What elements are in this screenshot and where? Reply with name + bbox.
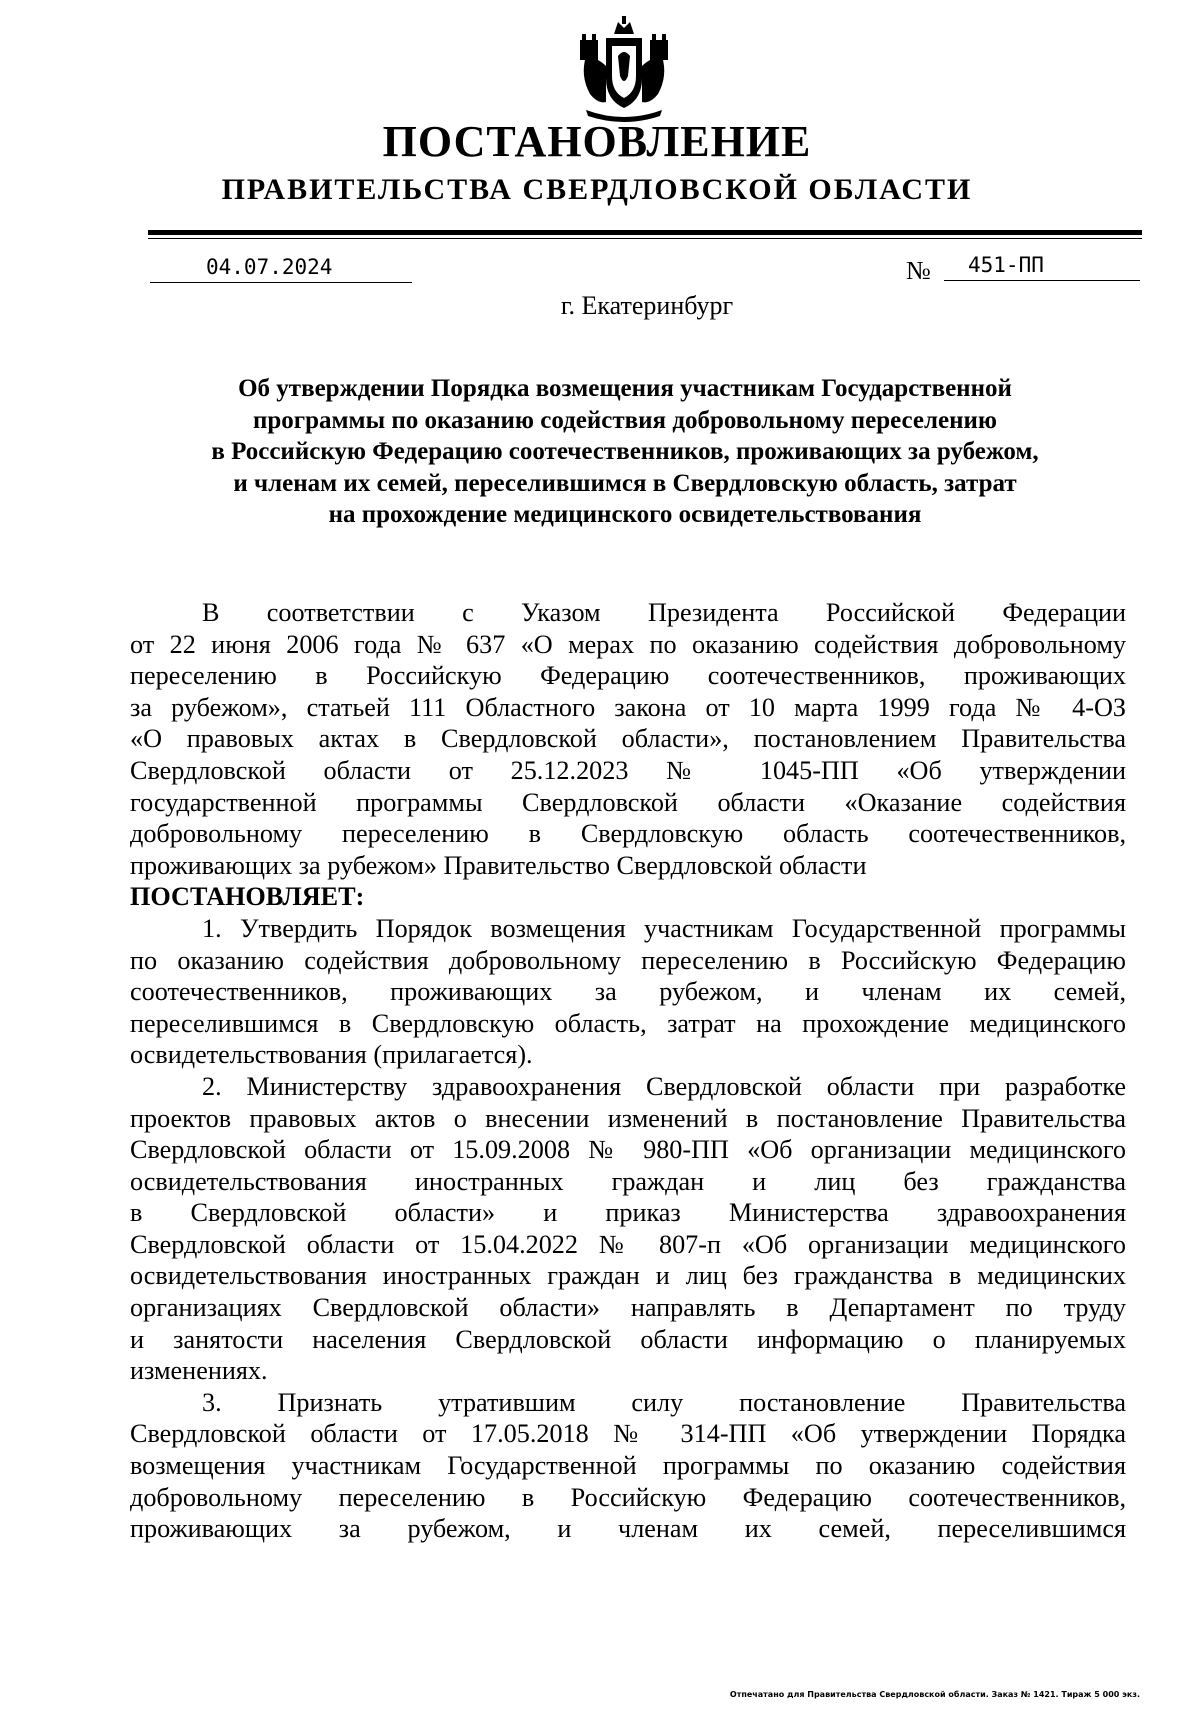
preamble-line: переселению в Российскую Федерацию соотечественников, проживающих: [130, 661, 1126, 691]
item-2-line: Свердловской области от 15.04.2022 № 807-п «Об организации медицинского: [130, 1229, 1126, 1259]
document-subtitle: ПРАВИТЕЛЬСТВА СВЕРДЛОВСКОЙ ОБЛАСТИ: [221, 173, 973, 206]
item-2-line: в Свердловской области» и приказ Министерства здравоохранения: [130, 1198, 1126, 1228]
item-3-line: добровольному переселению в Российскую Федерацию соотечественников,: [130, 1482, 1126, 1512]
header-rule-thin: [148, 238, 1142, 239]
heading-line: программы по оказанию содействия добровольному переселению: [252, 406, 998, 434]
item-1-line: переселившимся в Свердловскую область, затрат на прохождение медицинского: [130, 1008, 1126, 1038]
item-3-line: 3. Признать утратившим силу постановление Правительства: [202, 1387, 1126, 1417]
heading-line: на прохождение медицинского освидетельствования: [328, 501, 922, 529]
item-2-line: освидетельствования иностранных граждан и лиц без гражданства: [130, 1166, 1126, 1196]
document-number: 451-ПП: [944, 250, 1140, 281]
item-2-line: организациях Свердловской области» направлять в Департамент по труду: [130, 1293, 1126, 1323]
coat-of-arms-icon: [576, 16, 672, 124]
preamble-line: В соответствии с Указом Президента Российской Федерации: [202, 598, 1126, 627]
item-2-line: проектов правовых актов о внесении изменений в постановление Правительства: [130, 1103, 1126, 1133]
item-2-line: освидетельствования иностранных граждан и лиц без гражданства в медицинских: [130, 1261, 1126, 1291]
item-1-line: соотечественников, проживающих за рубежом, и членам их семей,: [130, 977, 1126, 1007]
document-body: [130, 597, 1126, 1545]
item-2-line: 2. Министерству здравоохранения Свердловской области при разработке: [202, 1071, 1126, 1101]
header-rule-thick: [148, 230, 1142, 235]
preamble-line: «О правовых актах в Свердловской области», постановлением Правительства: [130, 724, 1126, 754]
resolves-label: ПОСТАНОВЛЯЕТ:: [130, 882, 365, 912]
preamble-line: Свердловской области от 25.12.2023 № 1045-ПП «Об утверждении: [130, 755, 1126, 785]
resolution-heading: [140, 373, 1110, 531]
print-footer: Отпечатано для Правительства Свердловской области. Заказ № 1421. Тираж 5 000 экз.: [729, 1690, 1140, 1699]
item-3-line: Свердловской области от 17.05.2018 № 314-ПП «Об утверждении Порядка: [130, 1419, 1126, 1449]
heading-line: в Российскую Федерацию соотечественников, проживающих за рубежом,: [211, 438, 1039, 466]
item-1-line: по оказанию содействия добровольному переселению в Российскую Федерацию: [130, 945, 1126, 975]
city: г. Екатеринбург: [560, 291, 734, 320]
item-2-line: изменениях.: [130, 1356, 268, 1386]
item-2-line: и занятости населения Свердловской области информацию о планируемых: [130, 1324, 1126, 1354]
preamble-line: добровольному переселению в Свердловскую область соотечественников,: [130, 819, 1126, 849]
preamble-line: за рубежом», статьей 111 Областного закона от 10 марта 1999 года № 4-ОЗ: [130, 692, 1126, 722]
item-1-line: освидетельствования (прилагается).: [130, 1040, 533, 1070]
item-2-line: Свердловской области от 15.09.2008 № 980-ПП «Об организации медицинского: [130, 1135, 1126, 1165]
number-sign: №: [906, 256, 931, 285]
heading-line: и членам их семей, переселившимся в Свердловскую область, затрат: [233, 469, 1017, 497]
item-3-line: возмещения участникам Государственной программы по оказанию содействия: [130, 1451, 1126, 1481]
document-date: 04.07.2024: [150, 252, 412, 283]
preamble-line: государственной программы Свердловской области «Оказание содействия: [130, 787, 1126, 817]
heading-line: Об утверждении Порядка возмещения участникам Государственной: [238, 375, 1012, 402]
preamble-line: проживающих за рубежом» Правительство Свердловской области: [130, 850, 867, 880]
document-title: ПОСТАНОВЛЕНИЕ: [382, 117, 812, 166]
preamble-line: от 22 июня 2006 года № 637 «О мерах по оказанию содействия добровольному: [130, 629, 1126, 659]
item-3-line: проживающих за рубежом, и членам их семей, переселившимся: [130, 1514, 1126, 1544]
item-1-line: 1. Утвердить Порядок возмещения участникам Государственной программы: [202, 913, 1126, 943]
